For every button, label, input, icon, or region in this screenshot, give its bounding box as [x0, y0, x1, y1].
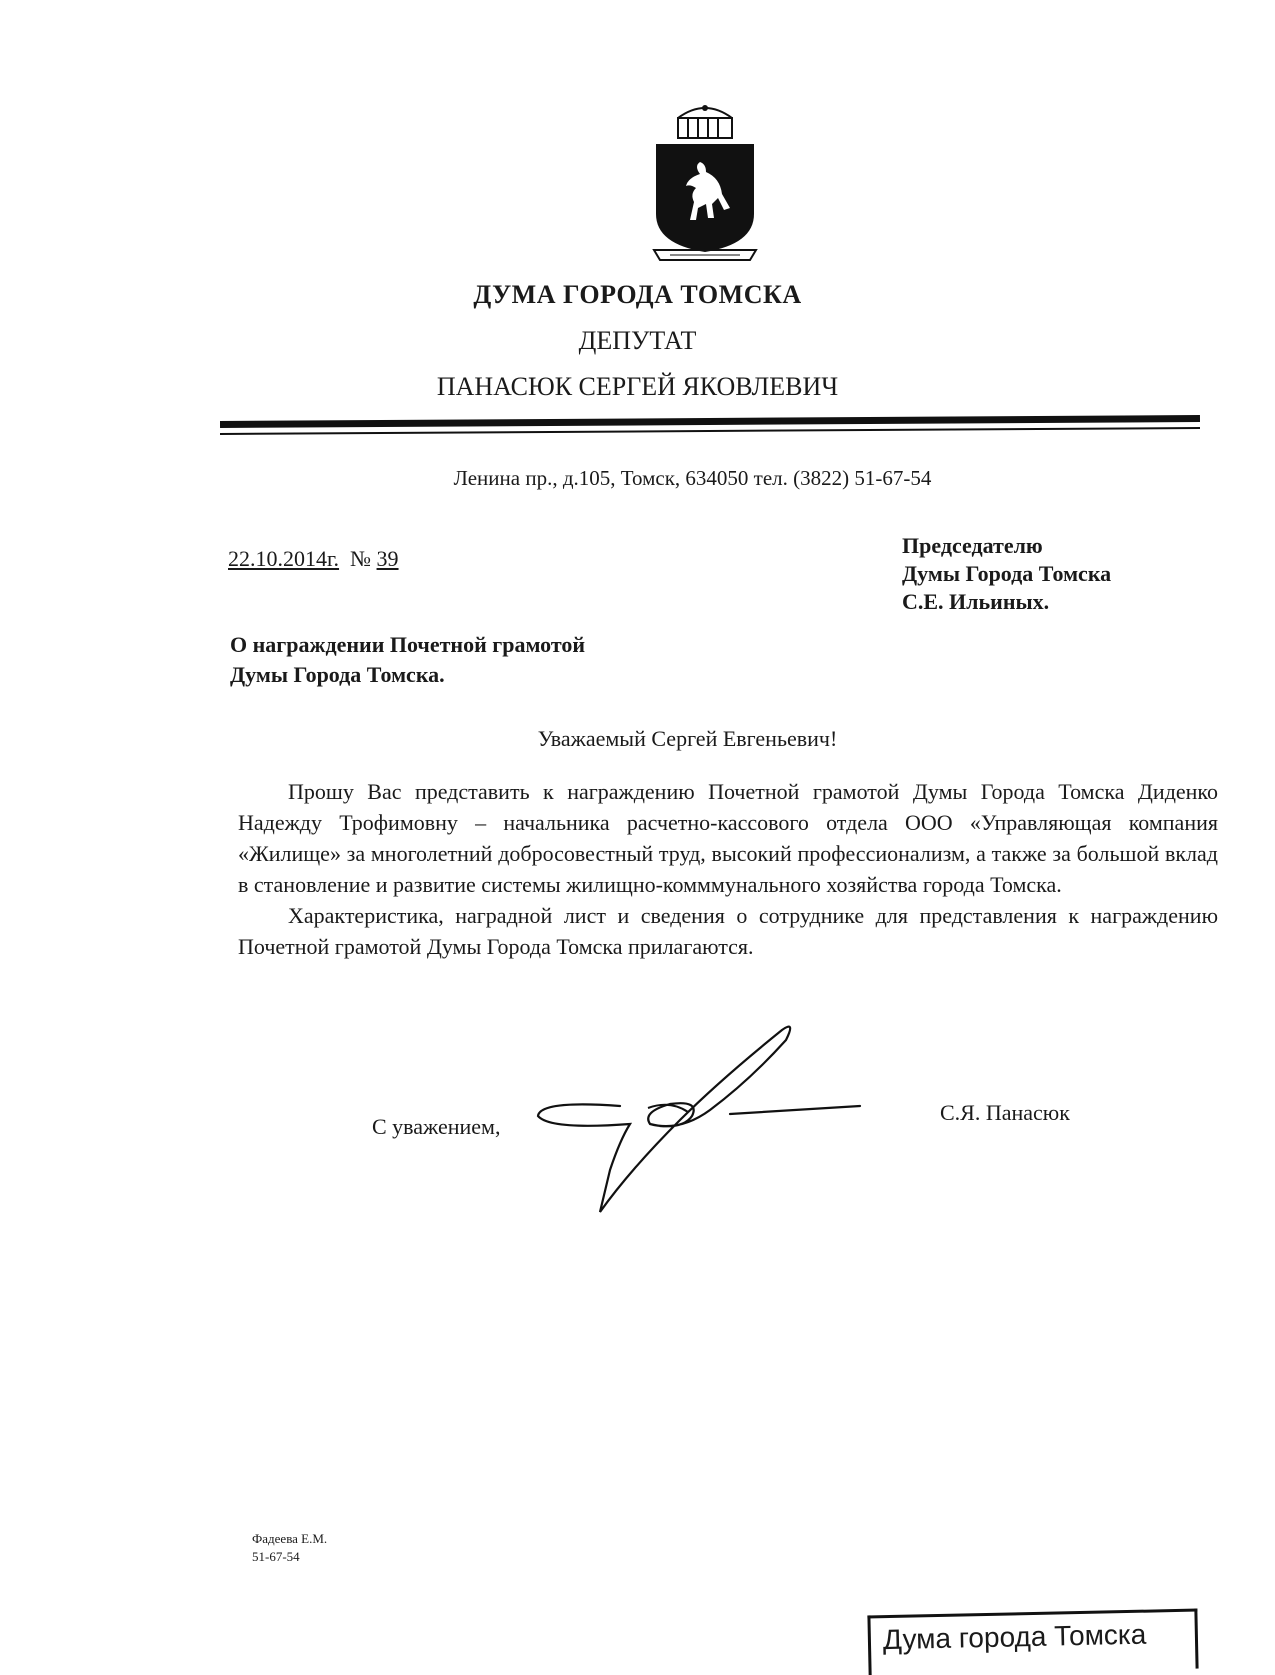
- body-paragraph: Характеристика, наградной лист и сведения о сотруднике для представления к награждению Почетной грамотой Думы Города Томска прилагаются.: [238, 903, 1218, 959]
- organization-heading: ДУМА ГОРОДА ТОМСКА: [473, 280, 802, 309]
- greeting: Уважаемый Сергей Евгеньевич!: [537, 726, 838, 751]
- contact-address: Ленина пр., д.105, Томск, 634050 тел. (3822) 51-67-54: [453, 466, 932, 490]
- header-divider-thick: [220, 415, 1200, 428]
- addressee-block: [902, 532, 1111, 616]
- executor-block: [252, 1530, 327, 1566]
- body-paragraph: Прошу Вас представить к награждению Почетной грамотой Думы Города Томска Диденко Надежду Трофимовну – начальника расчетно-кассового отдела ООО «Управляющая компания «Жилище» за многолетний добросовестный труд, высокий профессионализм, а также за большой вклад в становление и развитие системы жилищно-комммунального хозяйства города Томска.: [238, 779, 1218, 897]
- handwritten-signature: [520, 1020, 920, 1230]
- header-divider-thin: [220, 427, 1200, 435]
- addressee-line: С.Е. Ильиных.: [902, 589, 1050, 614]
- subject-block: [230, 630, 585, 690]
- number-label: №: [350, 546, 372, 571]
- subject-line: О награждении Почетной грамотой: [230, 632, 586, 657]
- document-number: 39: [376, 546, 399, 571]
- addressee-line: Председателю: [902, 533, 1043, 558]
- document-date: 22.10.2014г.: [228, 546, 340, 571]
- coat-of-arms-emblem: [650, 104, 760, 264]
- stamp-text: Дума города Томска: [882, 1618, 1147, 1656]
- position-title: ДЕПУТАТ: [578, 326, 697, 355]
- letter-body: [238, 776, 1218, 962]
- registration-stamp: [867, 1609, 1198, 1675]
- document-date-number: [228, 546, 399, 572]
- executor-phone: 51-67-54: [252, 1549, 300, 1564]
- addressee-line: Думы Города Томска: [902, 561, 1112, 586]
- deputy-name: ПАНАСЮК СЕРГЕЙ ЯКОВЛЕВИЧ: [436, 372, 839, 401]
- subject-line: Думы Города Томска.: [230, 662, 445, 687]
- signatory-name: С.Я. Панасюк: [940, 1100, 1070, 1125]
- closing-phrase: С уважением,: [372, 1114, 501, 1139]
- crown-icon: [678, 105, 732, 138]
- executor-name: Фадеева Е.М.: [252, 1531, 328, 1546]
